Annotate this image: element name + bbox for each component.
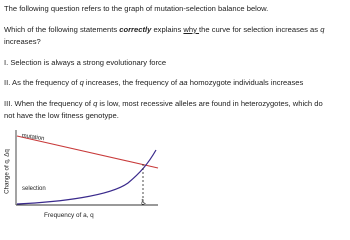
selection-label: selection <box>22 186 46 192</box>
intro-text: The following question refers to the graph of mutation-selection balance below. <box>4 4 269 13</box>
equilibrium-label: q* <box>140 198 148 207</box>
x-axis-label: Frequency of a, q <box>44 212 94 219</box>
statement-3: III. When the frequency of q is low, most recessive alleles are found in heterozygotes, which do <box>4 99 323 108</box>
graph-svg <box>0 128 160 225</box>
question-line-1: Which of the following statements correctly explains why the curve for selection increases as q <box>4 25 325 34</box>
y-axis-label: Change of q, Δq <box>3 149 11 194</box>
selection-curve <box>17 150 156 207</box>
emphasis-correctly: correctly <box>119 25 152 34</box>
mutation-label: mutation <box>21 133 45 143</box>
underline-why: why <box>183 25 200 34</box>
statement-3-line-2: not have the low fitness genotype. <box>4 111 119 120</box>
question-line-2: increases? <box>4 37 41 46</box>
statement-1: I. Selection is always a strong evolutionary force <box>4 58 167 67</box>
mutation-selection-graph <box>0 128 160 225</box>
statement-2: II. As the frequency of q increases, the frequency of aa homozygote individuals increases <box>4 78 304 87</box>
